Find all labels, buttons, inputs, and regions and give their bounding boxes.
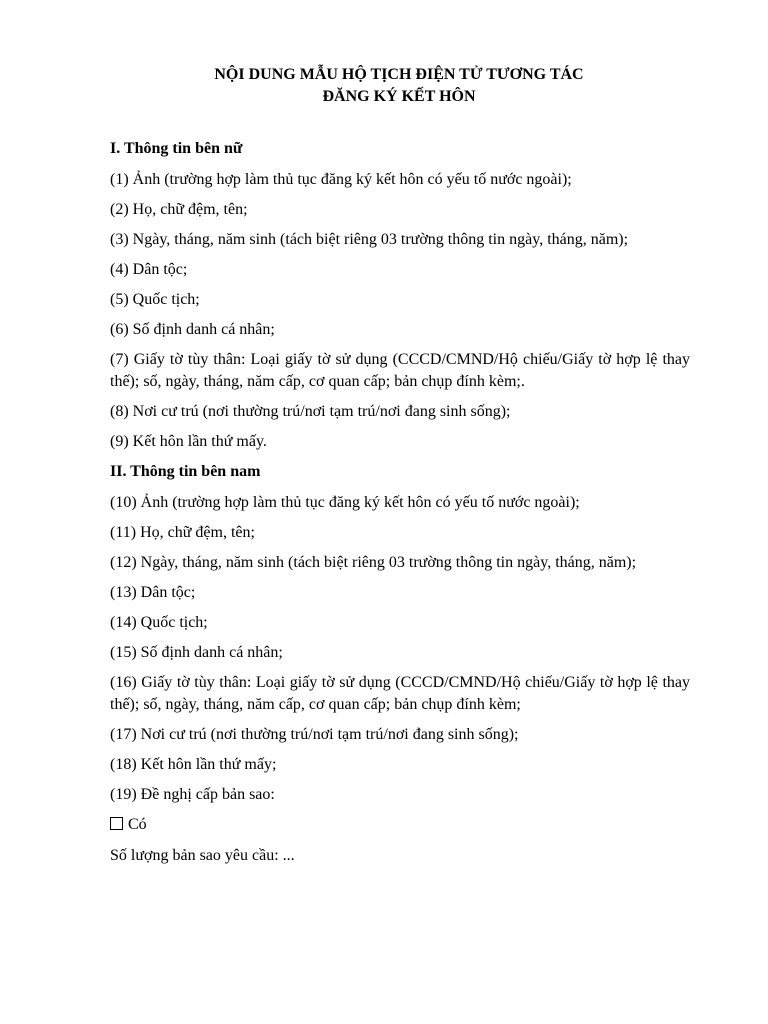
section-female [110,138,690,453]
title-line-1: NỘI DUNG MẪU HỘ TỊCH ĐIỆN TỬ TƯƠNG TÁC [214,66,584,83]
field-item: (17) Nơi cư trú (nơi thường trú/nơi tạm trú/nơi đang sinh sống); [110,726,519,743]
field-item: (11) Họ, chữ đệm, tên; [110,524,255,541]
field-item: (7) Giấy tờ tùy thân: Loại giấy tờ sử dụng (CCCD/CMND/Hộ chiếu/Giấy tờ hợp lệ thay thế); số, ngày, tháng, năm cấp, cơ quan cấp; bản chụp đính kèm;. [110,351,690,390]
field-item: (5) Quốc tịch; [110,291,200,308]
field-item: (6) Số định danh cá nhân; [110,321,275,338]
checkbox-icon[interactable] [110,817,123,830]
field-item: (14) Quốc tịch; [110,614,208,631]
field-item: (19) Đề nghị cấp bản sao: [110,786,275,803]
section-heading-male: II. Thông tin bên nam [110,463,261,480]
section-male [110,461,690,806]
field-item: (2) Họ, chữ đệm, tên; [110,201,248,218]
field-item: (3) Ngày, tháng, năm sinh (tách biệt riêng 03 trường thông tin ngày, tháng, năm); [110,231,629,248]
field-item: (8) Nơi cư trú (nơi thường trú/nơi tạm trú/nơi đang sinh sống); [110,403,511,420]
document-title [110,64,690,108]
field-item: (1) Ảnh (trường hợp làm thủ tục đăng ký kết hôn có yếu tố nước ngoài); [110,171,572,188]
field-item: (18) Kết hôn lần thứ mấy; [110,756,277,773]
field-item: (10) Ảnh (trường hợp làm thủ tục đăng ký kết hôn có yếu tố nước ngoài); [110,494,580,511]
checkbox-label: Có [128,816,147,833]
title-line-2: ĐĂNG KÝ KẾT HÔN [322,88,476,105]
field-item: (12) Ngày, tháng, năm sinh (tách biệt riêng 03 trường thông tin ngày, tháng, năm); [110,554,637,571]
copy-quantity-line: Số lượng bản sao yêu cầu: ... [110,847,295,864]
field-item: (13) Dân tộc; [110,584,196,601]
field-item: (9) Kết hôn lần thứ mấy. [110,433,267,450]
copy-checkbox-option[interactable] [110,814,690,836]
field-item: (15) Số định danh cá nhân; [110,644,283,661]
section-heading-female: I. Thông tin bên nữ [110,140,243,157]
field-item: (16) Giấy tờ tùy thân: Loại giấy tờ sử dụng (CCCD/CMND/Hộ chiếu/Giấy tờ hợp lệ thay thế); số, ngày, tháng, năm cấp, cơ quan cấp; bản chụp đính kèm; [110,674,690,713]
field-item: (4) Dân tộc; [110,261,188,278]
